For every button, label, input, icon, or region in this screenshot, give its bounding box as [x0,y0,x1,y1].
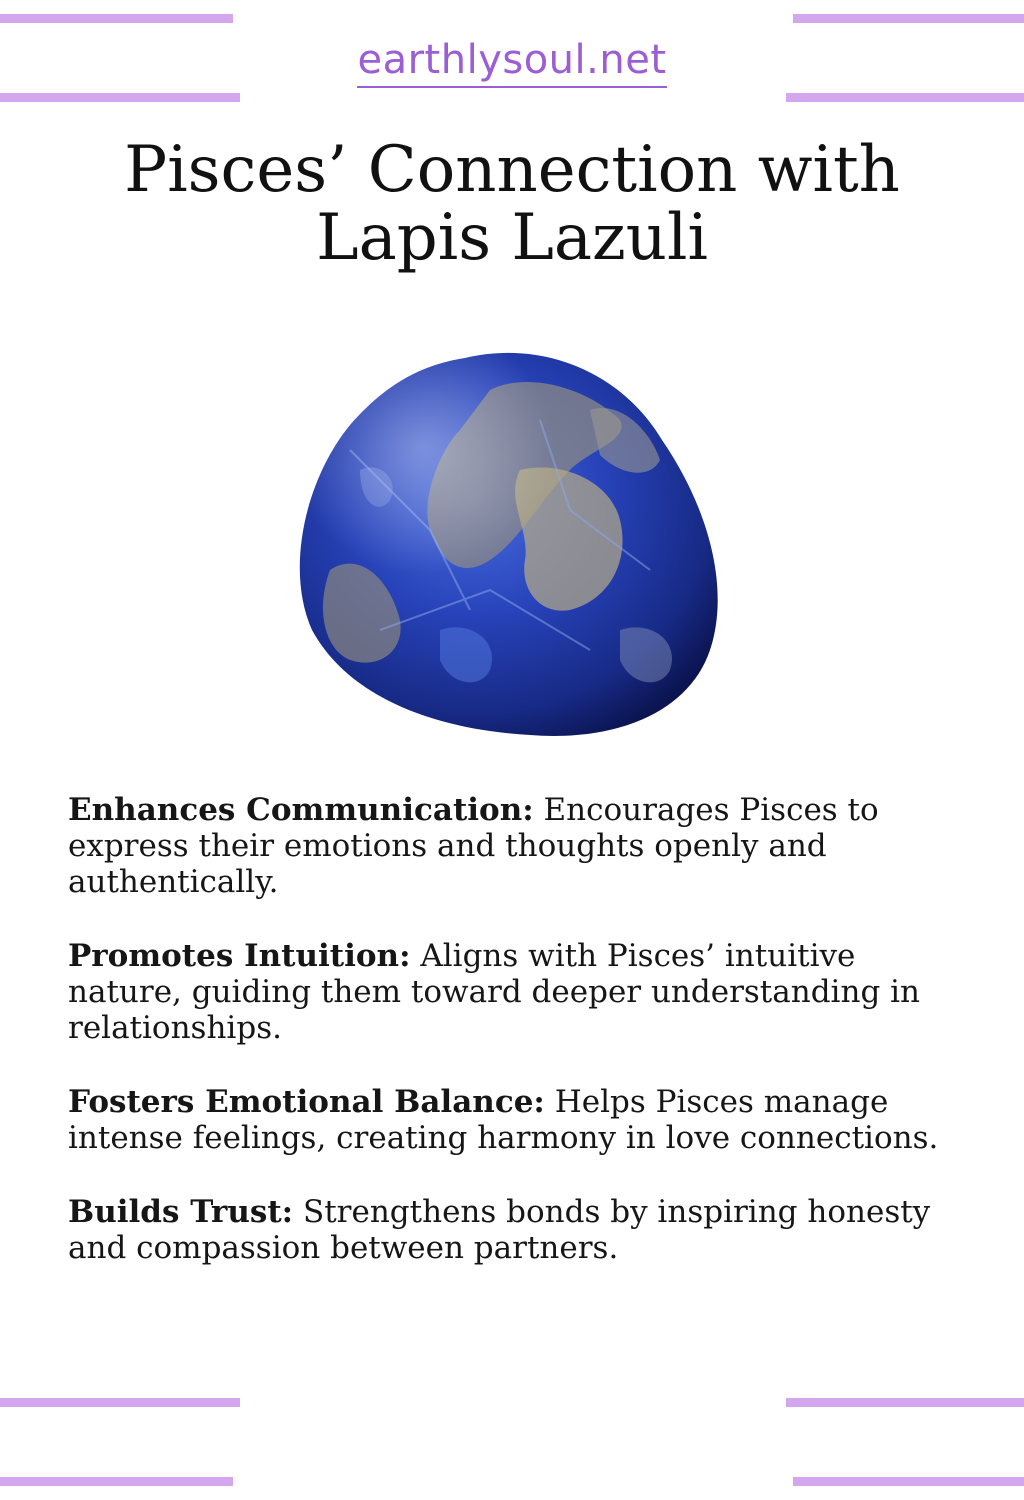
stone-body [290,330,730,750]
decorative-bar [0,14,233,23]
benefit-text: Aligns with Pisces’ intuitive nature, guiding them toward deeper understanding in relationships. [68,938,921,1046]
benefit-label: Builds Trust: [68,1194,294,1230]
decorative-bar [0,1477,233,1486]
benefit-text: Helps Pisces manage intense feelings, creating harmony in love connections. [68,1084,939,1156]
benefits-list [68,792,948,1304]
page-title: Pisces’ Connection with Lapis Lazuli [124,133,900,275]
decorative-bar [793,1477,1024,1486]
decorative-bar [0,1398,240,1407]
benefit-item [68,1194,948,1266]
benefit-item [68,938,948,1046]
benefit-item [68,792,948,900]
benefit-label: Enhances Communication: [68,792,534,828]
benefit-item [68,1084,948,1156]
decorative-bar [786,93,1024,102]
site-logo[interactable] [0,36,1024,86]
benefit-text: Encourages Pisces to express their emotions and thoughts openly and authentically. [68,792,879,900]
logo-text: earthlysoul.net [357,37,667,83]
benefit-text: Strengthens bonds by inspiring honesty and compassion between partners. [68,1194,931,1266]
decorative-bar [0,93,240,102]
decorative-bar [786,1398,1024,1407]
logo-underline [357,86,666,88]
benefit-label: Fosters Emotional Balance: [68,1084,545,1120]
benefit-label: Promotes Intuition: [68,938,411,974]
lapis-lazuli-stone-image [290,330,730,750]
decorative-bar [793,14,1024,23]
